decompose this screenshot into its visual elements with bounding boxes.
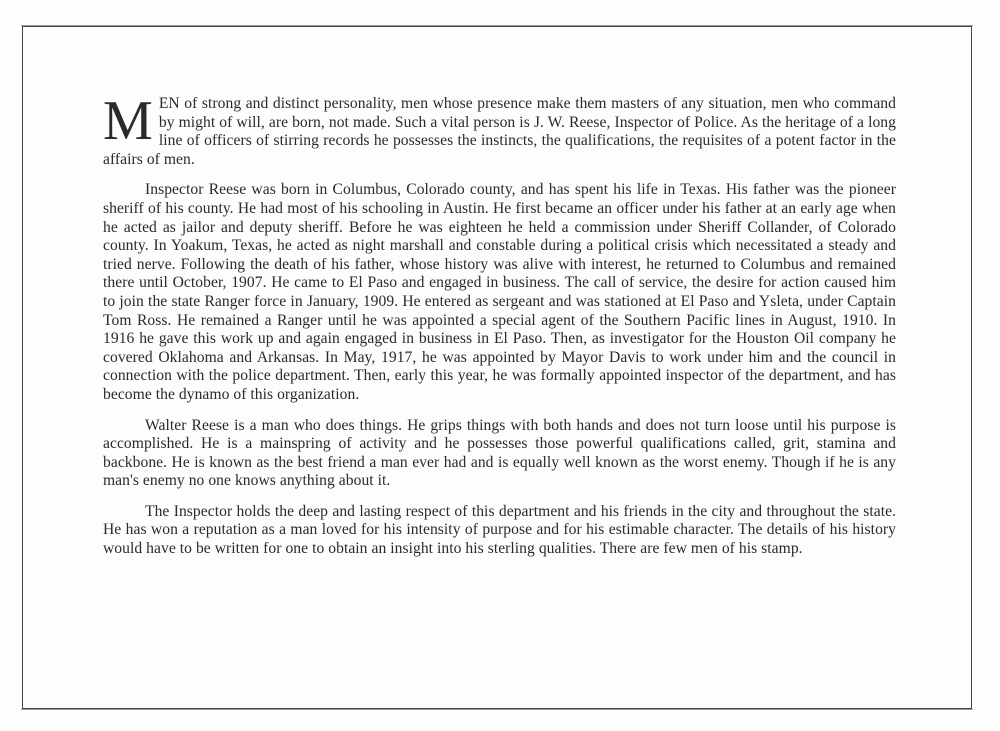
paragraph-closing	[103, 503, 896, 559]
paragraph-character	[103, 417, 896, 491]
paragraph-biography	[103, 181, 896, 404]
drop-cap-letter: M	[103, 90, 153, 152]
paragraph-text: of strong and distinct personality, men whose presence make them masters of any situation, men who command by might of will, are born, not made. Such a vital person is J. W. Reese, Inspector of Police. As the heritage of a long line of officers of stirring records he possesses the instincts, the qualifications, the requisites of a potent factor in the affairs of men.	[103, 95, 896, 168]
lead-in-text: EN	[158, 95, 180, 112]
paragraph-text: The Inspector holds the deep and lasting respect of this department and his friends in the city and throughout the state. He has won a reputation as a man loved for his intensity of purpose and for his estimable character. The details of his history would have to be written for one to obtain an insight into his sterling qualities. There are few men of his stamp.	[103, 502, 896, 558]
paragraph-text: Walter Reese is a man who does things. He grips things with both hands and does not turn loose until his purpose is accomplished. He is a mainspring of activity and he possesses those powerful qualifications called, grit, stamina and backbone. He is known as the best friend a man ever had and is equally well known as the worst enemy. Though if he is any man's enemy no one knows anything about it.	[103, 416, 896, 490]
paragraph-text: Inspector Reese was born in Columbus, Colorado county, and has spent his life in Texas. His father was the pioneer sheriff of his county. He had most of his schooling in Austin. He first became an officer under his father at an early age when he acted as jailor and deputy sheriff. Before he was eighteen he held a commission under Sheriff Collander, of Colorado county. In Yoakum, Texas, he acted as night marshall and constable during a political crisis which necessitated a steady and tried nerve. Following the death of his father, whose history was alive with interest, he returned to Columbus and remained there until October, 1907. He came to El Paso and engaged in business. The call of service, the desire for action caused him to join the state Ranger force in January, 1909. He entered as sergeant and was stationed at El Paso and Ysleta, under Captain Tom Ross. He remained a Ranger until he was appointed a special agent of the Southern Pacific lines in August, 1910. In 1916 he gave this work up and again engaged in business in El Paso. Then, as investigator for the Houston Oil company he covered Oklahoma and Arkansas. In May, 1917, he was appointed by Mayor Davis to work under him and the council in connection with the police department. Then, early this year, he was formally appointed inspector of the department, and has become the dynamo of this organization.	[103, 181, 896, 403]
article-body	[103, 90, 896, 571]
paragraph-intro	[103, 90, 896, 169]
